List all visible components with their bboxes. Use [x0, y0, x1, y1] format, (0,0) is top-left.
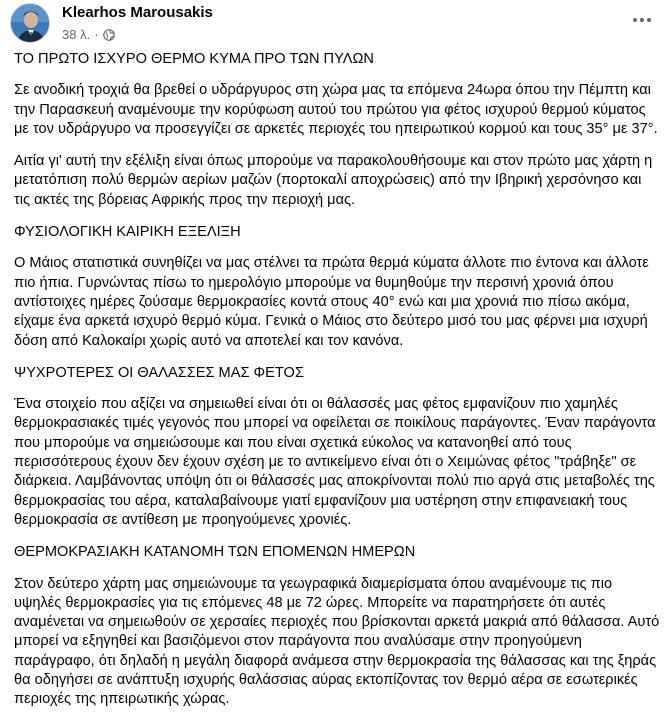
section-heading: ΨΥΧΡΟΤΕΡΕΣ ΟΙ ΘΑΛΑΣΣΕΣ ΜΑΣ ΦΕΤΟΣ [14, 364, 304, 381]
paragraph: Ο Μάιος στατιστικά συνηθίζει να μας στέλνει τα πρώτα θερμά κύματα άλλοτε πιο έντονα και άλλοτε πιο ήπια. Γυρνώντας πίσω το ημερολόγιο μπορούμε να θυμηθούμε την περσινή χρονιά όπου αντίστοιχες ημέρες ζούσαμε θερμοκρασίες κοντά στους 40° ενώ και μια χρονιά πιο πίσω ακόμα, είχαμε ένα αρκετά ισχυρό θερμό κύμα. Γενικά ο Μάιος στο δεύτερο μισό του μας φέρνει μια ισχυρή δόση από Καλοκαίρι χωρίς αυτό να αποτελεί και τον κανόνα. [14, 255, 649, 349]
avatar-portrait-icon [11, 4, 50, 43]
post-header [0, 0, 670, 52]
meta-separator: · [94, 27, 99, 42]
paragraph: Σε ανοδική τροχιά θα βρεθεί ο υδράργυρος στη χώρα μας τα επόμενα 24ωρα όπου την Πέμπτη και την Παρασκευή αναμένουμε την κορύφωση αυτού του πρώτου για φέτος ισχυρού θερμού κύματος με τον υδράργυρο να προσεγγίζει σε αρκετές περιοχές του ηπειρωτικού κορμού και τους 35° με 37°. [14, 82, 658, 137]
globe-icon[interactable] [103, 29, 115, 41]
more-dot [640, 18, 644, 22]
more-options-button[interactable] [626, 8, 658, 32]
paragraph: Αιτία γι' αυτή την εξέλιξη είναι όπως μπορούμε να παρακολουθήσουμε και στον πρώτο μας χάρτη η μετατόπιση πολύ θερμών αερίων μαζών (πορτοκαλί αποχρώσεις) από την Ιβηρική χερσόνησο και τις ακτές της βόρειας Αφρικής προς την περιοχή μας. [14, 153, 653, 208]
paragraph: Ένα στοιχείο που αξίζει να σημειωθεί είναι ότι οι θάλασσές μας φέτος εμφανίζουν πιο χαμηλές θερμοκρασιακές τιμές γεγονός που μπορεί να οφείλεται σε ποικίλους παράγοντες. Έναν παράγοντα που μπορούμε να σημειώσουμε και που είναι σχετικά εύκολος να κατανοηθεί από τους περισσότερους έχουν δεν έχουν σχέση με το αντικείμενο είναι ότι ο Χειμώνας φέτος "τράβηξε" σε διάρκεια. Λαμβάνοντας υπόψη ότι οι θάλασσές μας αποκρίνονται πολύ πιο αργά στις μεταβολές της θερμοκρασίας του αέρα, καταλαβαίνουμε γιατί εμφανίζουν μια υστέρηση στην επιφανειακή τους θερμοκρασία σε αντίθεση με προηγούμενες χρονιές. [14, 396, 656, 528]
author-avatar[interactable] [10, 3, 50, 43]
post-text [14, 50, 660, 710]
post-meta [62, 27, 115, 42]
author-name[interactable]: Klearhos Marousakis [62, 4, 213, 21]
section-heading: ΘΕΡΜΟΚΡΑΣΙΑΚΗ ΚΑΤΑΝΟΜΗ ΤΩΝ ΕΠΟΜΕΝΩΝ ΗΜΕΡΩΝ [14, 544, 416, 561]
more-horizontal-icon [633, 18, 637, 22]
more-dot [647, 18, 651, 22]
section-heading: ΦΥΣΙΟΛΟΓΙΚΗ ΚΑΙΡΙΚΗ ΕΞΕΛΙΞΗ [14, 224, 241, 241]
post-timestamp[interactable]: 38 λ. [62, 27, 91, 42]
paragraph: Στον δεύτερο χάρτη μας σημειώνουμε τα γεωγραφικά διαμερίσματα όπου αναμένουμε τις πιο υψηλές θερμοκρασίες για τις επόμενες 48 με 72 ώρες. Μπορείτε να παρατηρήσετε ότι αυτές αναμένεται να σημειωθούν σε χερσαίες περιοχές που βρίσκονται αρκετά μακριά από θάλασσα. Αυτό μπορεί να εξηγηθεί και βασιζόμενοι στον παράγοντα που αναλύσαμε στην προηγούμενη παράγραφο, ότι δηλαδή η μεγάλη διαφορά ανάμεσα στην θερμοκρασία της θάλασσας και της ξηράς θα οδηγήσει σε ανάπτυξη ισχυρής θαλάσσιας αύρας εκτοπίζοντας τον θερμό αέρα σε εσωτερικές περιοχές της ηπειρωτικής χώρας. [14, 575, 660, 708]
section-heading: ΤΟ ΠΡΩΤΟ ΙΣΧΥΡΟ ΘΕΡΜΟ ΚΥΜΑ ΠΡΟ ΤΩΝ ΠΥΛΩΝ [14, 51, 374, 67]
